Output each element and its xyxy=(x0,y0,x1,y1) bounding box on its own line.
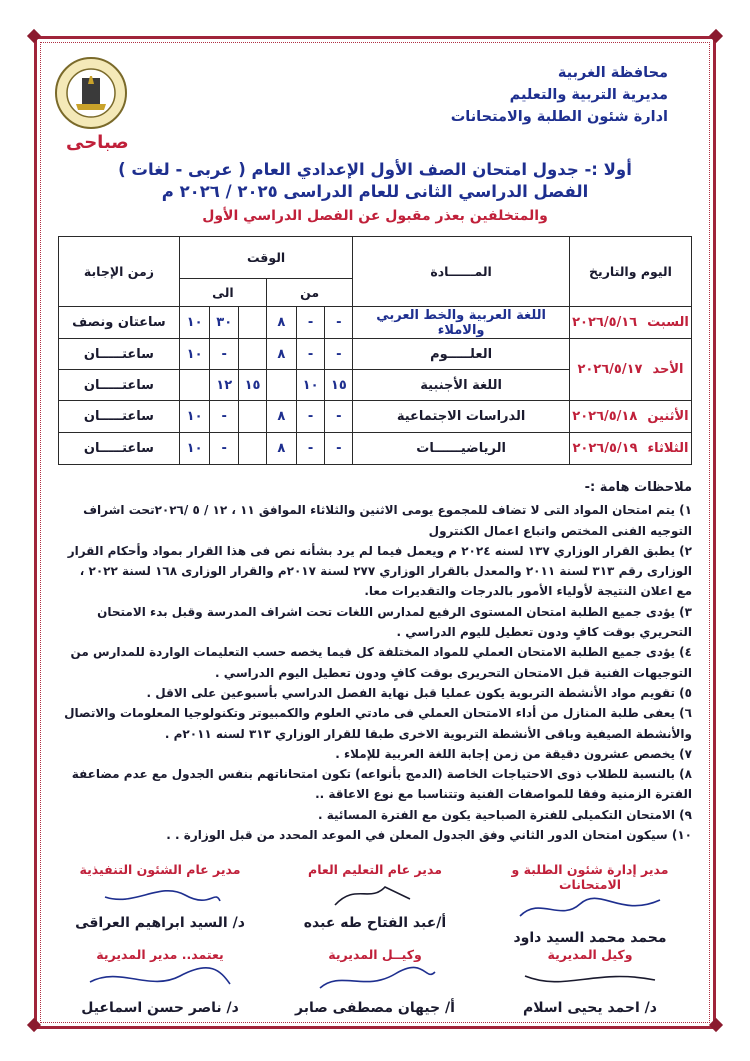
to-separator xyxy=(239,339,267,370)
handwritten-signature xyxy=(315,877,435,911)
note-item: ٨) بالنسبة للطلاب ذوى الاحتياجات الخاصة (الدمج بأنواعه) تكون امتحاناتهم بنفس الجدول مع عدم مضاعفة الفترة الزمنية وفقا للمواصفات الفنية وتتناسبا مع نوع الاعاقة .. xyxy=(71,767,692,802)
note-item: ٥) تقويم مواد الأنشطة التربوية يكون عمليا قبل نهاية الفصل الدراسي بأسبوعين على الاقل . xyxy=(146,685,692,700)
to-minute: - xyxy=(210,401,239,433)
subject-cell: العلـــــوم xyxy=(353,339,570,370)
exam-date: ٢٠٢٦/٥/١٦ xyxy=(572,315,638,330)
duration-cell: ساعتـــــان xyxy=(59,433,180,465)
signature-block xyxy=(490,947,690,1016)
handwritten-signature xyxy=(80,962,240,996)
from-minute: - xyxy=(296,307,325,339)
from-separator: - xyxy=(325,339,353,370)
to-hour: ١٠ xyxy=(179,433,210,465)
day-name: الثلاثاء xyxy=(647,441,689,456)
day-date-cell xyxy=(569,339,691,401)
important-notes xyxy=(62,478,692,845)
to-hour: ١٠ xyxy=(179,307,210,339)
handwritten-signature xyxy=(510,892,670,926)
exam-schedule-table xyxy=(58,236,692,465)
to-minute: ١٥ xyxy=(239,370,267,401)
signature-block xyxy=(490,862,690,946)
signature-block xyxy=(60,862,260,946)
header-from: من xyxy=(266,279,352,307)
from-minute: - xyxy=(296,339,325,370)
to-hour: ١٢ xyxy=(210,370,239,401)
from-hour: ١٥ xyxy=(325,370,353,401)
from-separator: - xyxy=(325,307,353,339)
signature-block xyxy=(275,862,475,946)
to-separator xyxy=(239,307,267,339)
to-minute: - xyxy=(210,433,239,465)
signature-block xyxy=(60,947,260,1016)
from-separator: - xyxy=(325,433,353,465)
signature-row-officials xyxy=(60,862,690,946)
table-row xyxy=(59,433,692,465)
from-hour: ٨ xyxy=(266,401,296,433)
signatory-title: وكيــل المديرية xyxy=(328,947,422,962)
note-item: ٩) الامتحان التكميلى للفترة الصباحية يكون مع الفترة المسائية . xyxy=(317,807,692,822)
note-item: ٦) يعفى طلبة المنازل من أداء الامتحان العملي فى مادتي العلوم والكمبيوتر وتكنولوجيا المعلومات والاتصال والأنشطة الصيفية وباقى الأنشطة التربوية الاخرى طبقا للقرار الوزاري ٣١٣ لسنه ٢٠١١م . xyxy=(64,706,692,741)
to-separator xyxy=(179,370,210,401)
signatory-title: مدير إدارة شئون الطلبة و الامتحانات xyxy=(511,862,669,892)
day-date-cell xyxy=(569,307,691,339)
from-hour: ٨ xyxy=(266,339,296,370)
exam-title: أولا :- جدول امتحان الصف الأول الإعدادي العام ( عربى - لغات ) xyxy=(118,160,632,179)
signature-row-deputies xyxy=(60,947,690,1016)
note-item: ٣) يؤدى جميع الطلبة امتحان المستوى الرفيع لمدارس اللغات تحت اشراف المدرسة وقبل بدء الامتحان التحريري بوقت كافٍ ودون تعطيل لليوم الدراسي . xyxy=(97,604,692,640)
signatory-name: أ/ جيهان مصطفى صابر xyxy=(295,1000,455,1016)
from-hour: ٨ xyxy=(266,307,296,339)
from-minute: ١٠ xyxy=(296,370,325,401)
subject-cell: الرياضيــــــات xyxy=(353,433,570,465)
handwritten-signature xyxy=(305,962,445,996)
signatory-name: د/ السيد ابراهيم العراقى xyxy=(75,915,245,931)
governorate-name: محافظة الغربية xyxy=(557,65,668,81)
shift-label: صباحى xyxy=(66,132,129,153)
day-date-cell xyxy=(569,401,691,433)
signatory-title: مدير عام التعليم العام xyxy=(308,862,442,877)
signatory-title: مدير عام الشئون التنفيذية xyxy=(79,862,241,877)
signatory-name: د/ ناصر حسن اسماعيل xyxy=(81,1000,239,1016)
to-minute: ٣٠ xyxy=(210,307,239,339)
header-time: الوقت xyxy=(179,237,352,279)
issuer-header xyxy=(451,62,668,128)
note-item: ٤) يؤدى جميع الطلبة الامتحان العملي للمواد المختلفة كل فيما يخصه حسب التعليمات الواردة للمدارس من التوجيهات الفنية قبل الامتحان التحريرى بوقت كافٍ ودون تعطيل اليوم الدراسي . xyxy=(70,645,692,680)
duration-cell: ساعتان ونصف xyxy=(59,307,180,339)
day-name: الأحد xyxy=(652,362,684,377)
exam-date: ٢٠٢٦/٥/١٧ xyxy=(577,362,643,377)
header-day-date: اليوم والتاريخ xyxy=(569,237,691,307)
excused-note-title: والمتخلفين بعذر مقبول عن الفصل الدراسي الأول xyxy=(202,208,548,224)
day-date-cell xyxy=(569,433,691,465)
duration-cell: ساعتـــــان xyxy=(59,370,180,401)
note-item: ١٠) سيكون امتحان الدور الثاني وفق الجدول المعلن في الموعد المحدد من قبل الوزارة . . xyxy=(166,828,692,843)
from-minute: - xyxy=(296,401,325,433)
table-row xyxy=(59,307,692,339)
handwritten-signature xyxy=(90,877,230,911)
header-to: الى xyxy=(179,279,266,307)
to-minute-alt xyxy=(266,370,296,401)
duration-cell: ساعتـــــان xyxy=(59,339,180,370)
notes-heading: ملاحظات هامة :- xyxy=(584,480,692,495)
note-item: ٧) يخصص عشرون دقيقة من زمن إجابة اللغة العربية للإملاء . xyxy=(335,746,692,761)
note-item: ٢) يطبق القرار الوزاري ١٣٧ لسنه ٢٠٢٤ م ويعمل فيما لم يرد بشأنه نص فى هذا القرار بمواد وأحكام القرار الوزارى رقم ٣١٣ لسنة ٢٠١١ والمعدل بالقرار الوزاري ٢٧٧ لسنة ٢٠١٧م والقرار الوزارى ١٦٨ لسنة ٢٠٢٢ ، مع اعلان النتيجة لأولياء الأمور بالدرجات والتقديرات معا. xyxy=(67,543,692,599)
to-hour: ١٠ xyxy=(179,339,210,370)
semester-title: الفصل الدراسي الثانى للعام الدراسى ٢٠٢٥ / ٢٠٢٦ م xyxy=(161,182,589,201)
from-separator: - xyxy=(325,401,353,433)
subject-cell: اللغة العربية والخط العربي والاملاء xyxy=(353,307,570,339)
table-row xyxy=(59,339,692,370)
signatory-name: أ/عبد الفتاح طه عبده xyxy=(303,915,447,931)
note-item: ١) يتم امتحان المواد التى لا تضاف للمجموع يومى الاثنين والثلاثاء الموافق ١١ ، ١٢ / ٥ /٢٠٢٦تحت اشراف التوجيه الفنى المختص واتباع اعمال الكنترول xyxy=(83,503,692,538)
to-separator xyxy=(239,401,267,433)
day-name: الأثنين xyxy=(647,409,689,424)
directorate-name: مديرية التربية والتعليم xyxy=(509,87,668,103)
signatory-title: وكيل المديرية xyxy=(547,947,633,962)
exam-date: ٢٠٢٦/٥/١٩ xyxy=(572,441,638,456)
governorate-seal-logo xyxy=(54,56,128,130)
table-row xyxy=(59,401,692,433)
exam-date: ٢٠٢٦/٥/١٨ xyxy=(572,409,638,424)
department-name: ادارة شئون الطلبة والامتحانات xyxy=(450,109,668,125)
duration-cell: ساعتـــــان xyxy=(59,401,180,433)
subject-cell: اللغة الأجنبية xyxy=(353,370,570,401)
to-separator xyxy=(239,433,267,465)
signatory-name: محمد محمد السيد داود xyxy=(513,930,667,946)
to-hour: ١٠ xyxy=(179,401,210,433)
to-minute: - xyxy=(210,339,239,370)
signatory-title: يعتمد.. مدير المديرية xyxy=(96,947,224,962)
subject-cell: الدراسات الاجتماعية xyxy=(353,401,570,433)
from-minute: - xyxy=(296,433,325,465)
header-duration: زمن الإجابة xyxy=(59,237,180,307)
day-name: السبت xyxy=(647,315,689,330)
signatory-name: د/ احمد يحيى اسلام xyxy=(523,1000,657,1016)
signature-block xyxy=(275,947,475,1016)
from-hour: ٨ xyxy=(266,433,296,465)
handwritten-signature xyxy=(515,962,665,996)
header-subject: المــــــادة xyxy=(353,237,570,307)
